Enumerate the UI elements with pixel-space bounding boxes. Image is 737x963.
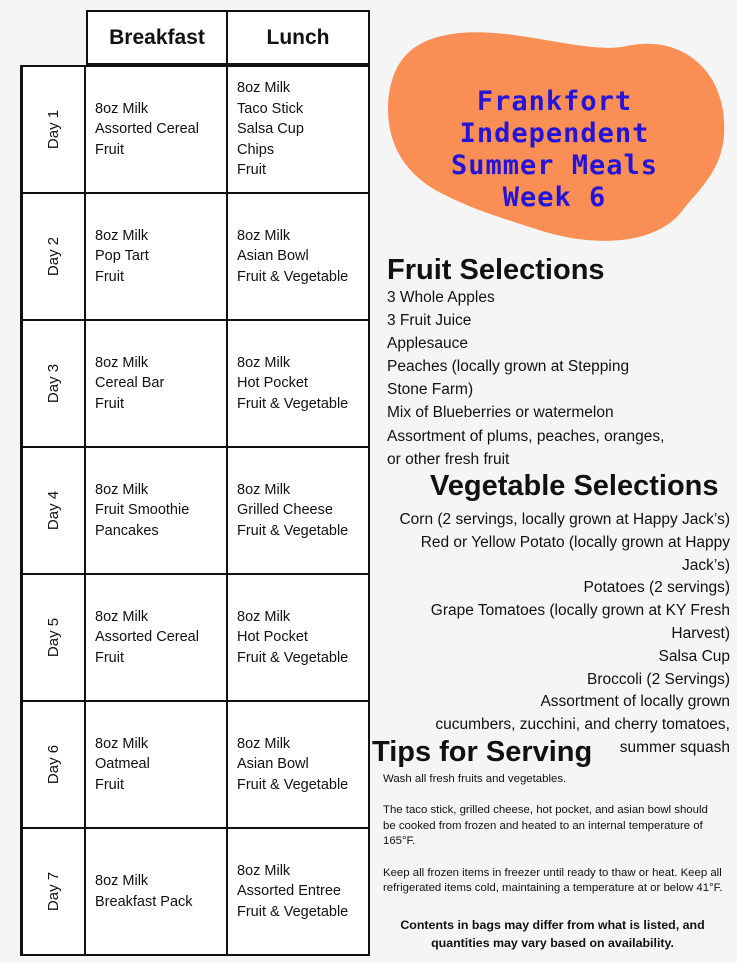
vegetable-heading: Vegetable Selections [430, 470, 719, 502]
tips-text [383, 772, 723, 912]
breakfast-item: Fruit [95, 395, 124, 412]
day-cell [20, 319, 86, 448]
vegetable-list [365, 509, 730, 760]
breakfast-cell [84, 192, 228, 321]
lunch-item: Grilled Cheese [237, 502, 333, 519]
fruit-item: Peaches (locally grown at Stepping [387, 358, 630, 376]
lunch-item: 8oz Milk [237, 481, 291, 498]
fruit-item: Mix of Blueberries or watermelon [387, 404, 614, 422]
breakfast-item: Breakfast Pack [95, 893, 193, 910]
lunch-cell [226, 319, 370, 448]
lunch-cell [226, 827, 370, 956]
breakfast-cell [84, 446, 228, 575]
breakfast-cell [84, 827, 228, 956]
fruit-item: or other fresh fruit [387, 450, 510, 468]
breakfast-item: Cereal Bar [95, 375, 165, 392]
menu-row [20, 446, 370, 575]
breakfast-cell [84, 65, 228, 194]
breakfast-item: Oatmeal [95, 756, 150, 773]
fruit-item: Stone Farm) [387, 381, 474, 399]
breakfast-item: Assorted Cereal [95, 121, 199, 138]
menu-row [20, 700, 370, 829]
lunch-item: Fruit [237, 162, 266, 179]
fruit-item: Assortment of plums, peaches, oranges, [387, 427, 665, 445]
lunch-cell [226, 700, 370, 829]
breakfast-cell [84, 573, 228, 702]
vegetable-item: Corn (2 servings, locally grown at Happy Jack’s) [399, 511, 730, 528]
breakfast-item: Fruit [95, 649, 124, 666]
vegetable-item: Potatoes (2 servings) [583, 579, 730, 597]
vegetable-item: Grape Tomatoes (locally grown at KY Fresh [430, 602, 730, 620]
day-cell [20, 446, 86, 575]
breakfast-item: Fruit [95, 268, 124, 285]
day-label: Day 6 [45, 744, 62, 785]
lunch-item: Fruit & Vegetable [237, 776, 349, 793]
lunch-item: 8oz Milk [237, 862, 291, 879]
breakfast-item: 8oz Milk [95, 735, 149, 752]
lunch-item: Fruit & Vegetable [237, 649, 349, 666]
day-label: Day 4 [45, 490, 62, 531]
lunch-cell [226, 65, 370, 194]
menu-row [20, 573, 370, 702]
breakfast-item: Pancakes [95, 522, 159, 539]
fruit-item: 3 Whole Apples [387, 289, 495, 306]
day-cell [20, 827, 86, 956]
day-cell [20, 700, 86, 829]
breakfast-cell [84, 700, 228, 829]
lunch-item: Fruit & Vegetable [237, 395, 349, 412]
day-label: Day 3 [45, 363, 62, 404]
breakfast-cell [84, 319, 228, 448]
lunch-item: Hot Pocket [237, 629, 308, 646]
breakfast-item: Fruit Smoothie [95, 502, 190, 519]
lunch-item: Fruit & Vegetable [237, 522, 349, 539]
breakfast-item: 8oz Milk [95, 227, 149, 244]
breakfast-item: Fruit [95, 776, 124, 793]
breakfast-header: Breakfast [86, 10, 228, 65]
vegetable-item: summer squash [619, 738, 730, 756]
tip-cooking: The taco stick, grilled cheese, hot pocket, and asian bowl should be cooked from frozen and heated to an internal temperature of 165°F. [383, 804, 708, 848]
breakfast-item: 8oz Milk [95, 608, 149, 625]
lunch-item: Hot Pocket [237, 375, 308, 392]
breakfast-item: Pop Tart [95, 248, 149, 265]
day-cell [20, 192, 86, 321]
vegetable-item: Red or Yellow Potato (locally grown at Happy [420, 533, 730, 551]
lunch-item: Taco Stick [237, 100, 304, 117]
day-label: Day 2 [45, 236, 62, 277]
vegetable-item: Harvest) [671, 624, 730, 642]
lunch-item: Fruit & Vegetable [237, 268, 349, 285]
lunch-item: 8oz Milk [237, 227, 291, 244]
availability-notice: Contents in bags may differ from what is listed, and quantities may vary based on availability. [400, 918, 705, 950]
lunch-item: Salsa Cup [237, 121, 304, 138]
lunch-cell [226, 573, 370, 702]
fruit-item: Applesauce [387, 335, 469, 353]
vegetable-item: Broccoli (2 Servings) [587, 670, 730, 688]
tips-heading: Tips for Serving [372, 736, 593, 768]
breakfast-item: 8oz Milk [95, 481, 149, 498]
title-line-1: Frankfort Independent [459, 86, 650, 149]
lunch-item: 8oz Milk [237, 80, 291, 97]
lunch-item: Asian Bowl [237, 756, 309, 773]
lunch-item: Assorted Entree [237, 883, 341, 900]
fruit-heading: Fruit Selections [387, 254, 605, 286]
breakfast-item: Assorted Cereal [95, 629, 199, 646]
tip-storage: Keep all frozen items in freezer until ready to thaw or heat. Keep all refrigerated items cold, maintaining a temperature at or below 41°F. [383, 866, 723, 895]
breakfast-item: 8oz Milk [95, 354, 149, 371]
lunch-item: Chips [237, 141, 275, 158]
menu-row [20, 827, 370, 956]
lunch-item: 8oz Milk [237, 608, 291, 625]
breakfast-item: 8oz Milk [95, 873, 149, 890]
fruit-item: 3 Fruit Juice [387, 312, 472, 330]
vegetable-item: Assortment of locally grown [540, 693, 730, 711]
title-line-3: Week 6 [502, 182, 607, 213]
day-label: Day 1 [45, 109, 62, 150]
day-label: Day 5 [45, 617, 62, 658]
menu-row [20, 192, 370, 321]
title-line-2: Summer Meals [450, 150, 659, 181]
menu-row [20, 65, 370, 194]
vegetable-item: Salsa Cup [658, 647, 730, 665]
lunch-header: Lunch [226, 10, 370, 65]
lunch-cell [226, 446, 370, 575]
menu-row [20, 319, 370, 448]
day-cell [20, 65, 86, 194]
lunch-item: 8oz Milk [237, 354, 291, 371]
breakfast-item: Fruit [95, 141, 124, 158]
page-title [382, 86, 727, 214]
vegetable-item: cucumbers, zucchini, and cherry tomatoes, [435, 716, 730, 734]
fruit-list [387, 286, 707, 471]
day-cell [20, 573, 86, 702]
lunch-item: 8oz Milk [237, 735, 291, 752]
lunch-item: Asian Bowl [237, 248, 309, 265]
lunch-cell [226, 192, 370, 321]
lunch-item: Fruit & Vegetable [237, 903, 349, 920]
tip-wash: Wash all fresh fruits and vegetables. [383, 773, 567, 785]
breakfast-item: 8oz Milk [95, 100, 149, 117]
day-label: Day 7 [45, 871, 62, 912]
vegetable-item: Jack’s) [682, 556, 730, 574]
